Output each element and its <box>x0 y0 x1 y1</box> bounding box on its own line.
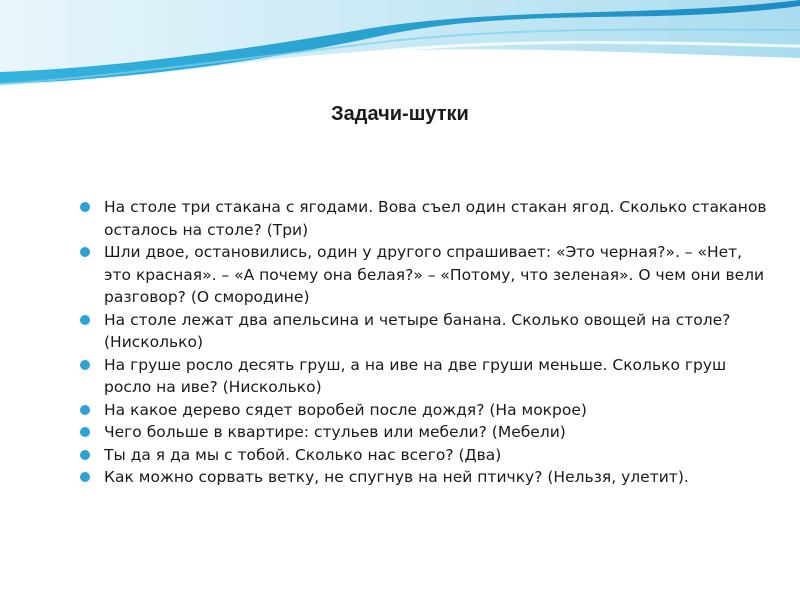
slide-title: Задачи-шутки <box>331 103 469 125</box>
decorative-wave-header <box>0 0 800 100</box>
list-item <box>76 309 768 354</box>
bullet-icon <box>80 405 90 415</box>
list-item-text: Ты да я да мы с тобой. Сколько нас всего? (Два) <box>104 445 502 464</box>
list-item-text: Как можно сорвать ветку, не спугнув на ней птичку? (Нельзя, улетит). <box>104 468 689 486</box>
list-item-text: На столе лежат два апельсина и четыре банана. Сколько овощей на столе? (Нисколько) <box>104 310 731 351</box>
bullet-icon <box>80 202 90 212</box>
bullet-icon <box>80 247 90 257</box>
list-item-text: На груше росло десять груш, а на иве на две груши меньше. Сколько груш росло на иве? (Нисколько) <box>104 355 727 396</box>
list-item <box>76 196 768 241</box>
list-item <box>76 444 768 467</box>
bullet-icon <box>80 315 90 325</box>
riddle-list <box>76 196 768 489</box>
list-item <box>76 466 768 489</box>
list-item-text: На какое дерево сядет воробей после дождя? (На мокрое) <box>104 400 587 419</box>
bullet-icon <box>80 450 90 460</box>
list-item <box>76 399 768 422</box>
bullet-icon <box>80 472 90 482</box>
bullet-icon <box>80 360 90 370</box>
list-item-text: На столе три стакана с ягодами. Вова съел один стакан ягод. Сколько стаканов осталось на столе? (Три) <box>104 198 767 239</box>
list-item <box>76 354 768 399</box>
bullet-icon <box>80 427 90 437</box>
list-item <box>76 241 768 309</box>
list-item-text: Чего больше в квартире: стульев или мебели? (Мебели) <box>104 423 566 441</box>
list-item <box>76 421 768 444</box>
list-item-text: Шли двое, остановились, один у другого спрашивает: «Это черная?». – «Нет, это красная». – «А почему она белая?» – «Потому, что зеленая». О чем они вели разговор? (О смородине) <box>104 243 765 306</box>
